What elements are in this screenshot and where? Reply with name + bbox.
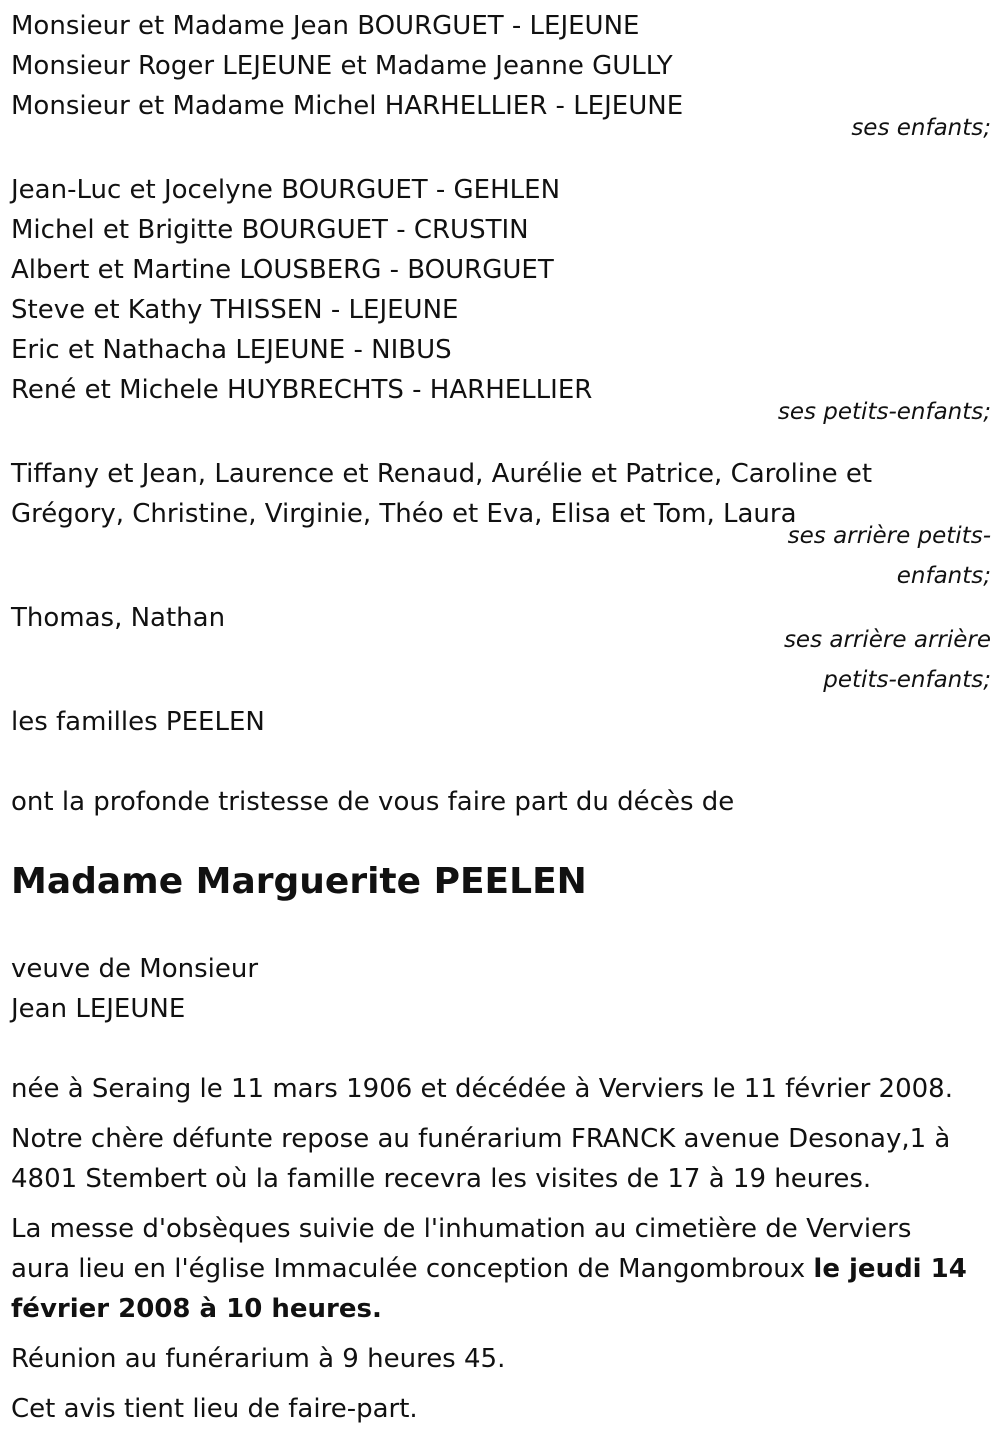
- family-line: Monsieur et Madame Michel HARHELLIER - LEJEUNE: [11, 91, 684, 121]
- family-line: Eric et Nathacha LEJEUNE - NIBUS: [11, 335, 452, 365]
- mass-date: le jeudi 14: [813, 1254, 967, 1284]
- relation-label: ses enfants;: [851, 115, 991, 141]
- deceased-name: Madame Marguerite PEELEN: [11, 861, 587, 902]
- relation-label: petits-enfants;: [823, 667, 991, 693]
- great-grandchildren-section: [11, 454, 991, 596]
- closing-line: Cet avis tient lieu de faire-part.: [11, 1394, 418, 1424]
- widow-of-line: Jean LEJEUNE: [11, 994, 186, 1024]
- funeral-home-line: 4801 Stembert où la famille recevra les visites de 17 à 19 heures.: [11, 1164, 872, 1194]
- mass-line: La messe d'obsèques suivie de l'inhumation au cimetière de Verviers: [11, 1214, 912, 1244]
- relation-label: ses arrière petits-: [787, 523, 991, 549]
- mass-line: [11, 1249, 991, 1289]
- obituary-notice: [11, 6, 991, 1429]
- family-line: Albert et Martine LOUSBERG - BOURGUET: [11, 255, 554, 285]
- relation-label: ses petits-enfants;: [777, 399, 991, 425]
- widow-of-line: veuve de Monsieur: [11, 954, 259, 984]
- family-line: Jean-Luc et Jocelyne BOURGUET - GEHLEN: [11, 175, 561, 205]
- children-section: [11, 6, 991, 148]
- family-line: Michel et Brigitte BOURGUET - CRUSTIN: [11, 215, 529, 245]
- family-line: Grégory, Christine, Virginie, Théo et Eva, Elisa et Tom, Laura: [11, 499, 797, 529]
- family-line: Monsieur Roger LEJEUNE et Madame Jeanne GULLY: [11, 51, 673, 81]
- meeting-line: Réunion au funérarium à 9 heures 45.: [11, 1344, 506, 1374]
- widow-of: [11, 949, 991, 1029]
- mass-paragraph: [11, 1209, 991, 1329]
- grandchildren-section: [11, 170, 991, 432]
- birth-death-line: née à Seraing le 11 mars 1906 et décédée à Verviers le 11 février 2008.: [11, 1074, 953, 1104]
- family-line: Tiffany et Jean, Laurence et Renaud, Aurélie et Patrice, Caroline et: [11, 459, 873, 489]
- mass-date: février 2008 à 10 heures.: [11, 1294, 382, 1324]
- funeral-home-line: Notre chère défunte repose au funérarium FRANCK avenue Desonay,1 à: [11, 1124, 951, 1154]
- funeral-home-paragraph: [11, 1119, 991, 1199]
- mass-line: [11, 1289, 991, 1329]
- announcement: ont la profonde tristesse de vous faire part du décès de: [11, 787, 735, 817]
- families-line: les familles PEELEN: [11, 707, 265, 737]
- relation-label: ses arrière arrière: [783, 627, 991, 653]
- family-line: Thomas, Nathan: [11, 603, 226, 633]
- family-line: Monsieur et Madame Jean BOURGUET - LEJEUNE: [11, 11, 640, 41]
- family-line: René et Michele HUYBRECHTS - HARHELLIER: [11, 375, 593, 405]
- family-line: Steve et Kathy THISSEN - LEJEUNE: [11, 295, 459, 325]
- relation-label: enfants;: [896, 563, 991, 589]
- great-great-grandchildren-section: [11, 598, 991, 700]
- mass-line-text: aura lieu en l'église Immaculée conception de Mangombroux: [11, 1254, 814, 1284]
